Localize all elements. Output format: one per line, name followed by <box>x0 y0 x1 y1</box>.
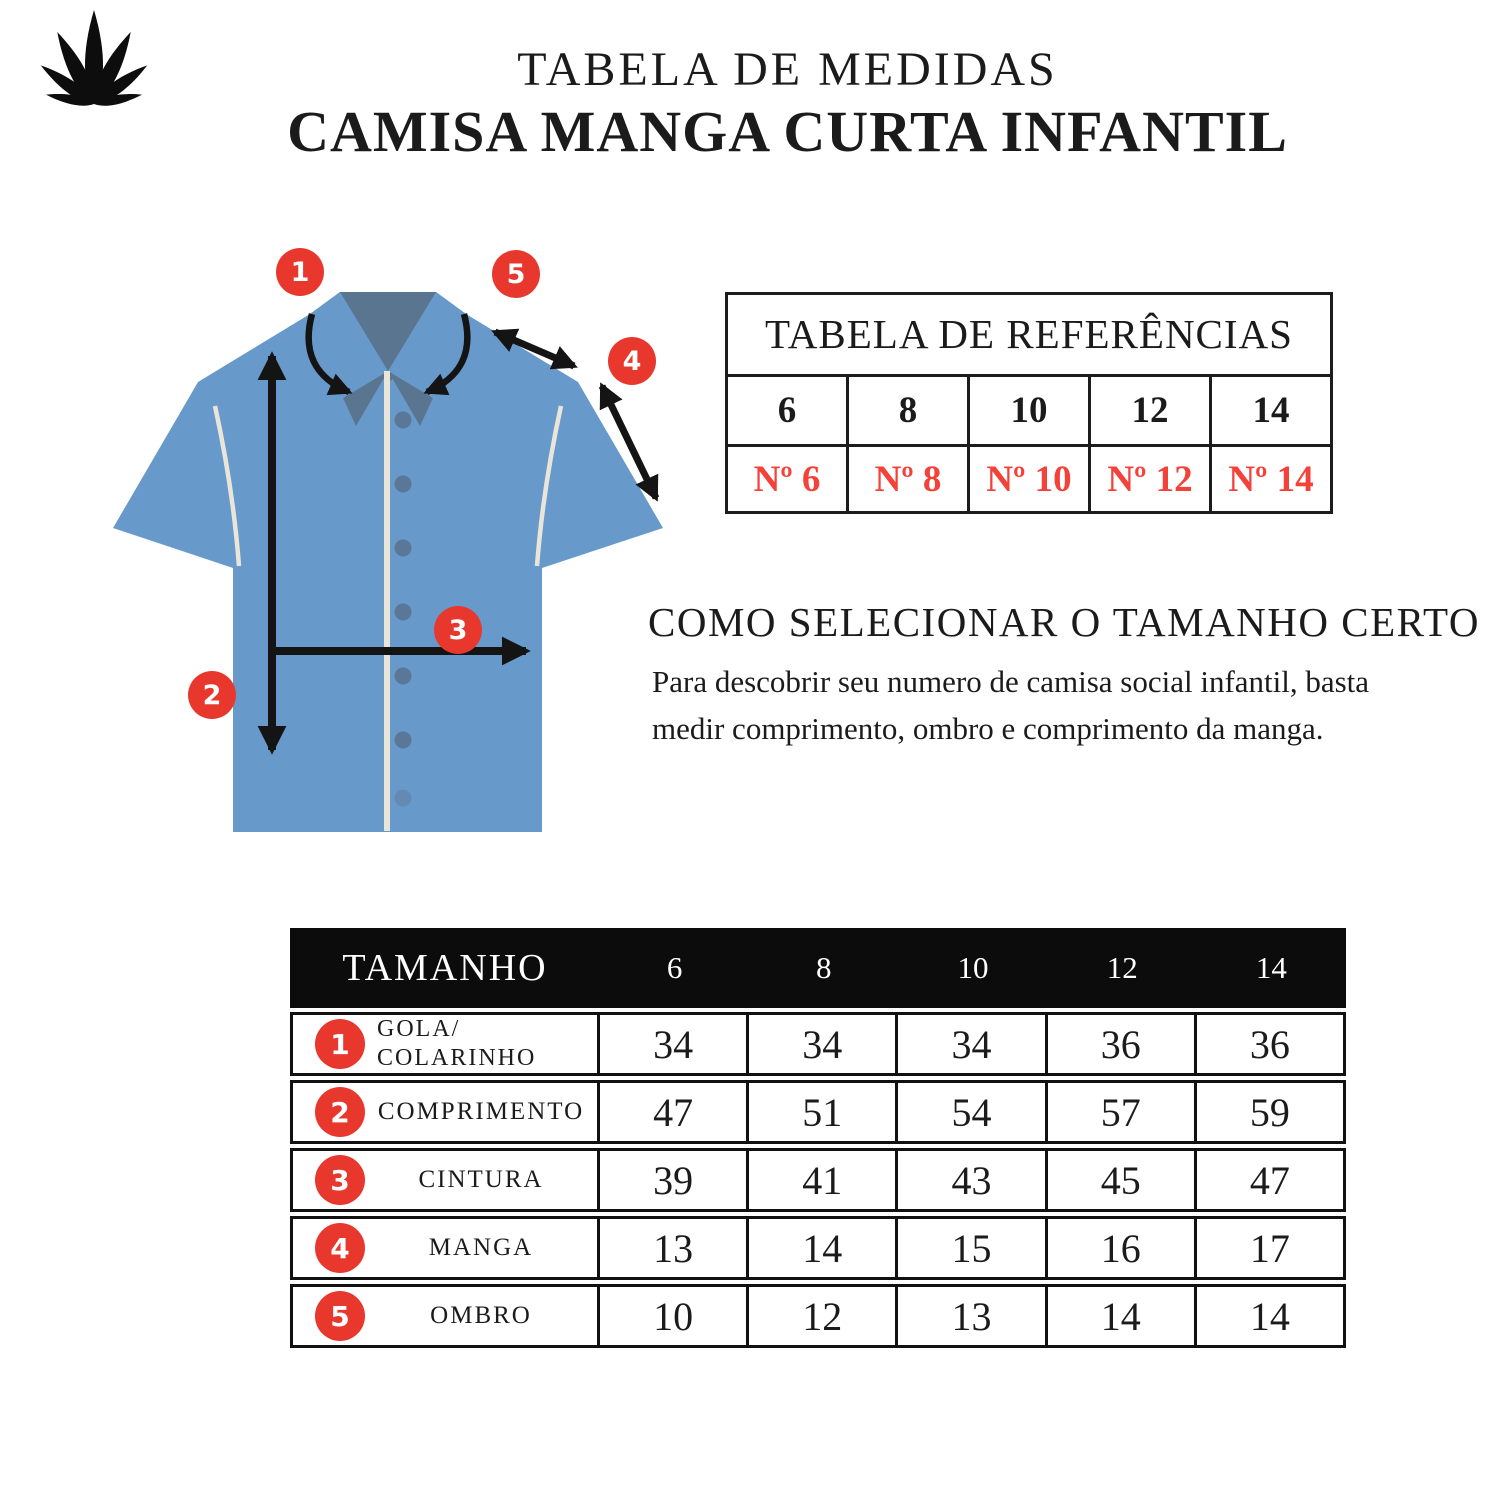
measurement-value-cell: 16 <box>1045 1219 1194 1277</box>
table-row <box>290 1284 1346 1348</box>
reference-number-cell: Nº 8 <box>849 447 970 511</box>
measurement-value-cell: 34 <box>895 1015 1044 1073</box>
measurement-value-cell: 57 <box>1045 1083 1194 1141</box>
row-label <box>365 1234 597 1262</box>
measurement-value-cell: 43 <box>895 1151 1044 1209</box>
measurement-value-cell: 13 <box>653 1225 694 1271</box>
measurement-value-cell: 51 <box>746 1083 895 1141</box>
measure-marker-2: 2 <box>188 671 236 719</box>
reference-size-cell: 12 <box>1091 377 1212 447</box>
measurement-value-cell: 34 <box>746 1015 895 1073</box>
table-row <box>290 1148 1346 1212</box>
row-label-line: GOLA/ <box>377 1016 461 1042</box>
row-label <box>365 1098 597 1126</box>
size-column-header: 12 <box>1106 950 1138 985</box>
measurement-value-cell: 14 <box>1045 1287 1194 1345</box>
measurement-value-cell: 36 <box>1194 1015 1343 1073</box>
row-number-badge: 2 <box>315 1087 365 1137</box>
page-title: TABELA DE MEDIDAS <box>517 43 1058 96</box>
measurements-table <box>290 928 1346 1348</box>
reference-size-cell: 6 <box>728 377 849 447</box>
measurement-value-cell: 15 <box>895 1219 1044 1277</box>
reference-number-cell: Nº 10 <box>970 447 1091 511</box>
measurement-value-cell: 10 <box>653 1293 694 1339</box>
measure-marker-3: 3 <box>434 606 482 654</box>
measurement-value-cell: 17 <box>1194 1219 1343 1277</box>
row-label <box>365 1166 597 1194</box>
measure-marker-5: 5 <box>492 250 540 298</box>
reference-table-title: TABELA DE REFERÊNCIAS <box>728 295 1330 377</box>
size-column-header: 8 <box>816 950 832 985</box>
measurement-value-cell: 45 <box>1045 1151 1194 1209</box>
size-column-header: 14 <box>1255 950 1287 985</box>
shirt-measurement-diagram <box>90 250 690 850</box>
measurement-value-cell: 47 <box>1194 1151 1343 1209</box>
measurement-value-cell: 14 <box>746 1219 895 1277</box>
tamanho-header-label: TAMANHO <box>342 947 548 989</box>
measurement-value-cell: 34 <box>653 1021 694 1067</box>
row-label-cell <box>293 1083 600 1141</box>
measure-marker-4: 4 <box>608 337 656 385</box>
howto-body: Para descobrir seu numero de camisa social infantil, basta medir comprimento, ombro e comprimento da manga. <box>652 664 1370 746</box>
row-label-line: COMPRIMENTO <box>377 1098 585 1125</box>
measurement-value-cell: 13 <box>895 1287 1044 1345</box>
measurement-value-cell: 54 <box>895 1083 1044 1141</box>
table-row <box>290 1012 1346 1076</box>
row-label-cell <box>293 1219 600 1277</box>
row-label-line: CINTURA <box>418 1166 544 1193</box>
measurement-value-cell: 36 <box>1045 1015 1194 1073</box>
page-subtitle: CAMISA MANGA CURTA INFANTIL <box>287 99 1288 164</box>
reference-number-cell: Nº 12 <box>1091 447 1212 511</box>
measurements-table-rows <box>290 1012 1346 1348</box>
row-number-badge: 5 <box>315 1291 365 1341</box>
measurements-table-header <box>290 928 1346 1008</box>
measurement-value-cell: 14 <box>1194 1287 1343 1345</box>
reference-sizes-row <box>728 377 1330 447</box>
row-label-line: MANGA <box>428 1234 534 1261</box>
row-label <box>365 1302 597 1330</box>
reference-numbers-row <box>728 447 1330 511</box>
measurement-value-cell: 47 <box>653 1089 694 1135</box>
row-label <box>365 1015 597 1073</box>
reference-number-cell: Nº 6 <box>728 447 849 511</box>
row-number-badge: 1 <box>315 1019 365 1069</box>
row-label-cell <box>293 1151 600 1209</box>
table-row <box>290 1216 1346 1280</box>
reference-size-cell: 14 <box>1212 377 1330 447</box>
measure-marker-1: 1 <box>276 248 324 296</box>
reference-size-cell: 8 <box>849 377 970 447</box>
row-label-cell <box>293 1015 600 1073</box>
howto-title: COMO SELECIONAR O TAMANHO CERTO <box>648 599 1480 645</box>
table-row <box>290 1080 1346 1144</box>
row-label-line: OMBRO <box>430 1302 532 1329</box>
row-number-badge: 3 <box>315 1155 365 1205</box>
row-label-cell <box>293 1287 600 1345</box>
reference-number-cell: Nº 14 <box>1228 458 1314 500</box>
measurement-value-cell: 41 <box>746 1151 895 1209</box>
reference-size-cell: 10 <box>970 377 1091 447</box>
row-number-badge: 4 <box>315 1223 365 1273</box>
row-label-line: COLARINHO <box>377 1045 537 1071</box>
size-column-header: 10 <box>957 950 989 985</box>
measurement-value-cell: 59 <box>1194 1083 1343 1141</box>
reference-table <box>725 292 1333 514</box>
measurement-value-cell: 12 <box>746 1287 895 1345</box>
measurement-value-cell: 39 <box>653 1157 694 1203</box>
shirt-placket-line <box>384 371 390 831</box>
size-column-header: 6 <box>666 950 683 985</box>
